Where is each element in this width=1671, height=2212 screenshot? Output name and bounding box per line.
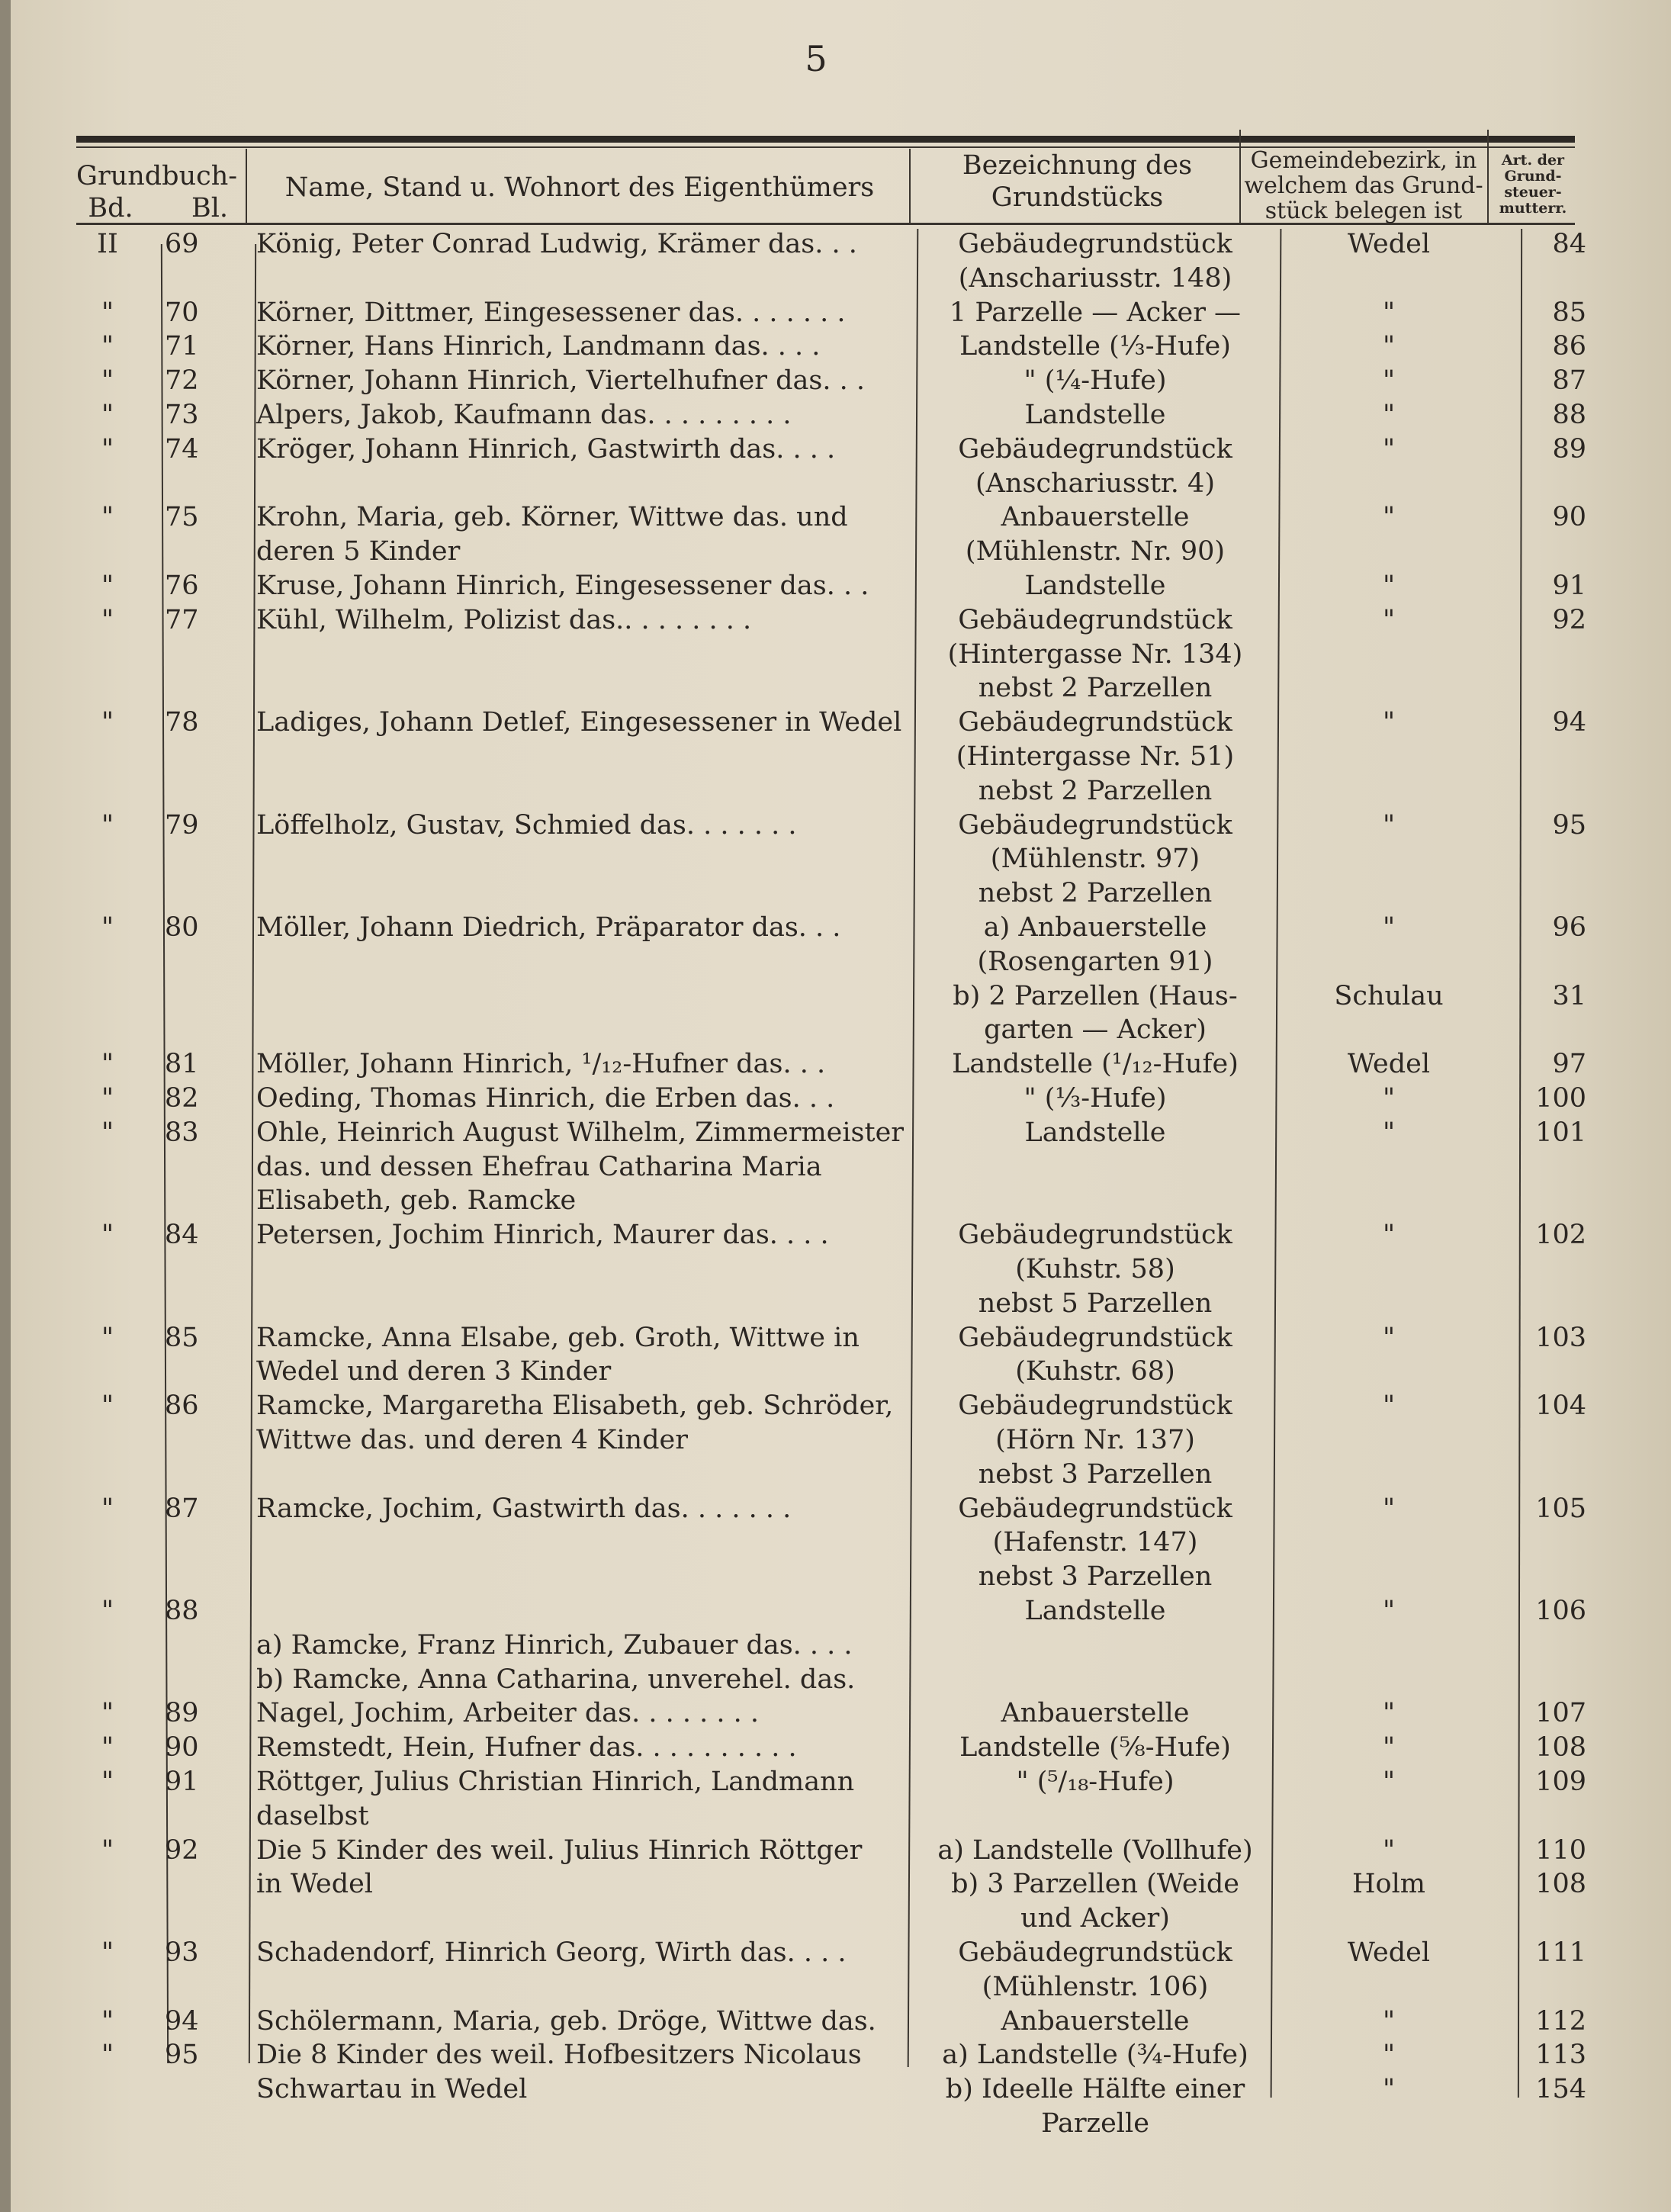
row-municipality: " bbox=[1382, 1083, 1396, 1114]
row-tax-article: 92 bbox=[1552, 604, 1586, 635]
row-blatt: 79 bbox=[165, 809, 199, 841]
row-municipality: " bbox=[1382, 912, 1396, 943]
row-parcel: Anbauerstelle bbox=[1001, 1698, 1190, 1729]
row-parcel: Landstelle bbox=[1024, 571, 1166, 601]
row-parcel: nebst 2 Parzellen bbox=[978, 775, 1213, 806]
row-municipality: Wedel bbox=[1347, 229, 1431, 259]
row-municipality: Wedel bbox=[1347, 1049, 1431, 1080]
row-owner: Nagel, Jochim, Arbeiter das. . . . . . . . bbox=[256, 1698, 760, 1729]
row-owner: Schölermann, Maria, geb. Dröge, Wittwe das. bbox=[256, 2005, 876, 2037]
row-blatt: 77 bbox=[165, 604, 199, 635]
row-municipality: " bbox=[1382, 502, 1396, 533]
row-parcel: Gebäudegrundstück bbox=[958, 1220, 1232, 1251]
row-parcel: Gebäudegrundstück bbox=[958, 1493, 1232, 1524]
row-parcel: " (¼-Hufe) bbox=[1023, 365, 1167, 397]
row-municipality: Holm bbox=[1352, 1869, 1425, 1900]
row-owner: Körner, Johann Hinrich, Viertelhufner das. . . bbox=[256, 365, 865, 397]
row-owner: Ramcke, Anna Elsabe, geb. Groth, Wittwe in bbox=[256, 1322, 860, 1353]
header-gem-line3: stück belegen ist bbox=[1264, 198, 1463, 224]
row-municipality: " bbox=[1382, 1391, 1396, 1422]
row-municipality: " bbox=[1382, 400, 1396, 430]
row-parcel: Landstelle (⅝-Hufe) bbox=[959, 1732, 1231, 1763]
row-band: " bbox=[101, 1767, 114, 1797]
row-parcel: a) Landstelle (Vollhufe) bbox=[937, 1834, 1253, 1866]
row-owner: Krohn, Maria, geb. Körner, Wittwe das. und bbox=[256, 502, 848, 533]
row-band: " bbox=[101, 1322, 114, 1353]
row-parcel: Landstelle bbox=[1024, 400, 1166, 430]
row-owner: Die 8 Kinder des weil. Hofbesitzers Nicolaus bbox=[256, 2040, 862, 2071]
row-band: " bbox=[101, 502, 114, 533]
row-parcel: Landstelle bbox=[1024, 1596, 1166, 1626]
row-municipality: " bbox=[1382, 365, 1396, 397]
row-tax-article: 95 bbox=[1552, 809, 1586, 841]
row-parcel: Parzelle bbox=[1041, 2108, 1149, 2139]
row-municipality: " bbox=[1382, 2040, 1396, 2071]
row-band: " bbox=[101, 1698, 114, 1729]
row-owner: Möller, Johann Hinrich, ¹/₁₂-Hufner das. . . bbox=[256, 1049, 826, 1080]
row-blatt: 89 bbox=[165, 1698, 199, 1729]
row-band: " bbox=[101, 1596, 114, 1626]
row-owner: Die 5 Kinder des weil. Julius Hinrich Röttger bbox=[256, 1834, 863, 1866]
row-owner: Kröger, Johann Hinrich, Gastwirth das. . . . bbox=[256, 433, 836, 465]
row-blatt: 91 bbox=[165, 1767, 199, 1797]
row-tax-article: 105 bbox=[1535, 1493, 1586, 1524]
row-band: " bbox=[101, 1834, 114, 1866]
row-municipality: " bbox=[1382, 1220, 1396, 1251]
row-parcel: nebst 2 Parzellen bbox=[978, 673, 1213, 704]
header-bd: Bd. bbox=[88, 193, 133, 223]
row-tax-article: 100 bbox=[1535, 1083, 1586, 1114]
row-band: " bbox=[101, 1391, 114, 1422]
row-parcel: Gebäudegrundstück bbox=[958, 1322, 1232, 1353]
row-tax-article: 87 bbox=[1552, 365, 1586, 397]
row-tax-article: 106 bbox=[1535, 1596, 1586, 1626]
row-band: " bbox=[101, 2005, 114, 2037]
row-tax-article: 94 bbox=[1552, 707, 1586, 738]
row-parcel: nebst 3 Parzellen bbox=[978, 1458, 1213, 1490]
header-art-line2: Grund- bbox=[1504, 168, 1562, 185]
row-tax-article: 103 bbox=[1535, 1322, 1586, 1353]
row-parcel: a) Anbauerstelle bbox=[983, 912, 1207, 943]
row-municipality: " bbox=[1382, 2005, 1396, 2037]
row-blatt: 95 bbox=[165, 2040, 199, 2071]
row-band: " bbox=[101, 331, 114, 362]
row-blatt: 88 bbox=[165, 1596, 199, 1626]
row-owner: Wedel und deren 3 Kinder bbox=[256, 1356, 612, 1387]
row-parcel: nebst 3 Parzellen bbox=[978, 1561, 1213, 1593]
row-parcel: (Rosengarten 91) bbox=[977, 946, 1213, 977]
row-owner: Elisabeth, geb. Ramcke bbox=[256, 1185, 577, 1217]
row-band: " bbox=[101, 433, 114, 465]
row-parcel: (Kuhstr. 68) bbox=[1015, 1356, 1175, 1387]
row-parcel: (Anschariusstr. 4) bbox=[975, 468, 1215, 499]
row-parcel: und Acker) bbox=[1020, 1903, 1170, 1934]
row-band: " bbox=[101, 1117, 114, 1148]
row-tax-article: 86 bbox=[1552, 331, 1586, 362]
row-municipality: " bbox=[1382, 1834, 1396, 1866]
row-tax-article: 113 bbox=[1535, 2040, 1586, 2071]
header-desc-line1: Bezeichnung des bbox=[962, 150, 1193, 181]
row-municipality: " bbox=[1382, 297, 1396, 328]
row-tax-article: 90 bbox=[1552, 502, 1586, 533]
row-tax-article: 97 bbox=[1552, 1049, 1586, 1080]
row-blatt: 90 bbox=[165, 1732, 199, 1763]
row-parcel: Landstelle (⅓-Hufe) bbox=[959, 331, 1231, 362]
row-municipality: " bbox=[1382, 1117, 1396, 1148]
row-owner: das. und dessen Ehefrau Catharina Maria bbox=[256, 1151, 822, 1182]
header-grundbuch: Grundbuch- bbox=[76, 161, 238, 191]
row-owner: b) Ramcke, Anna Catharina, unverehel. das. bbox=[256, 1664, 856, 1695]
row-parcel: (Mühlenstr. 106) bbox=[982, 1971, 1209, 2002]
row-tax-article: 96 bbox=[1552, 912, 1586, 943]
row-owner: Ladiges, Johann Detlef, Eingesessener in Wedel bbox=[256, 707, 902, 738]
row-parcel: (Mühlenstr. 97) bbox=[990, 844, 1200, 875]
row-municipality: " bbox=[1382, 331, 1396, 362]
row-blatt: 72 bbox=[165, 365, 199, 397]
row-parcel: " (⁵/₁₈-Hufe) bbox=[1016, 1767, 1175, 1797]
row-parcel: Anbauerstelle bbox=[1001, 2005, 1190, 2037]
row-band: " bbox=[101, 571, 114, 601]
row-parcel: Gebäudegrundstück bbox=[958, 1391, 1232, 1422]
row-tax-article: 104 bbox=[1535, 1391, 1586, 1422]
row-parcel: (Mühlenstr. Nr. 90) bbox=[965, 536, 1226, 567]
row-blatt: 85 bbox=[165, 1322, 199, 1353]
header-art-line3: steuer- bbox=[1504, 184, 1562, 201]
row-tax-article: 111 bbox=[1535, 1937, 1586, 1968]
row-parcel: Gebäudegrundstück bbox=[958, 433, 1232, 465]
row-tax-article: 101 bbox=[1535, 1117, 1586, 1148]
row-owner: Kruse, Johann Hinrich, Eingesessener das. . . bbox=[256, 571, 869, 601]
row-owner: Alpers, Jakob, Kaufmann das. . . . . . . . . bbox=[256, 400, 792, 430]
row-parcel: 1 Parzelle — Acker — bbox=[949, 297, 1242, 328]
row-band: " bbox=[101, 912, 114, 943]
row-tax-article: 107 bbox=[1535, 1698, 1586, 1729]
row-owner: Körner, Dittmer, Eingesessener das. . . . . . . bbox=[256, 297, 846, 328]
header-name: Name, Stand u. Wohnort des Eigenthümers bbox=[284, 172, 875, 203]
row-tax-article: 109 bbox=[1535, 1767, 1586, 1797]
row-parcel: (Kuhstr. 58) bbox=[1015, 1254, 1175, 1284]
row-tax-article: 108 bbox=[1535, 1869, 1586, 1900]
row-band: " bbox=[101, 365, 114, 397]
row-owner: Kühl, Wilhelm, Polizist das.. . . . . . . . bbox=[256, 604, 752, 635]
row-municipality: " bbox=[1382, 2074, 1396, 2105]
row-owner: daselbst bbox=[256, 1800, 369, 1831]
row-municipality: " bbox=[1382, 1732, 1396, 1763]
row-owner: Ohle, Heinrich August Wilhelm, Zimmermeister bbox=[256, 1117, 905, 1148]
row-tax-article: 102 bbox=[1535, 1220, 1586, 1251]
row-tax-article: 88 bbox=[1552, 400, 1586, 430]
row-blatt: 69 bbox=[165, 229, 199, 259]
row-band: " bbox=[101, 2040, 114, 2071]
row-parcel: nebst 2 Parzellen bbox=[978, 878, 1213, 909]
row-blatt: 82 bbox=[165, 1083, 199, 1114]
row-blatt: 74 bbox=[165, 433, 199, 465]
row-tax-article: 89 bbox=[1552, 433, 1586, 465]
row-band: " bbox=[101, 604, 114, 635]
row-tax-article: 112 bbox=[1535, 2005, 1586, 2037]
row-blatt: 86 bbox=[165, 1391, 199, 1422]
row-parcel: (Anschariusstr. 148) bbox=[958, 262, 1232, 294]
row-owner: Möller, Johann Diedrich, Präparator das. . . bbox=[256, 912, 841, 943]
row-parcel: Gebäudegrundstück bbox=[958, 229, 1232, 259]
row-band: " bbox=[101, 1220, 114, 1251]
row-blatt: 94 bbox=[165, 2005, 199, 2037]
page-number: 5 bbox=[805, 38, 827, 79]
row-band: II bbox=[97, 229, 118, 259]
row-owner: Schwartau in Wedel bbox=[256, 2074, 528, 2105]
row-owner: Petersen, Jochim Hinrich, Maurer das. . . . bbox=[256, 1220, 829, 1251]
row-municipality: " bbox=[1382, 809, 1396, 841]
row-municipality: Wedel bbox=[1347, 1937, 1431, 1968]
row-parcel: nebst 5 Parzellen bbox=[978, 1288, 1213, 1319]
row-municipality: " bbox=[1382, 1698, 1396, 1729]
row-owner: in Wedel bbox=[256, 1869, 374, 1900]
row-parcel: Gebäudegrundstück bbox=[958, 707, 1232, 738]
row-parcel: " (⅓-Hufe) bbox=[1023, 1083, 1167, 1114]
row-parcel: (Hörn Nr. 137) bbox=[995, 1425, 1195, 1455]
row-municipality: " bbox=[1382, 707, 1396, 738]
row-owner: Schadendorf, Hinrich Georg, Wirth das. . . . bbox=[256, 1937, 847, 1968]
row-owner: Körner, Hans Hinrich, Landmann das. . . . bbox=[256, 331, 821, 362]
row-band: " bbox=[101, 1493, 114, 1524]
row-parcel: garten — Acker) bbox=[984, 1014, 1207, 1046]
row-tax-article: 110 bbox=[1535, 1834, 1586, 1866]
row-blatt: 83 bbox=[165, 1117, 199, 1148]
row-municipality: " bbox=[1382, 1322, 1396, 1353]
row-owner: a) Ramcke, Franz Hinrich, Zubauer das. . . . bbox=[256, 1629, 853, 1661]
row-band: " bbox=[101, 1049, 114, 1080]
row-blatt: 71 bbox=[165, 331, 199, 362]
row-tax-article: 84 bbox=[1552, 229, 1586, 259]
row-band: " bbox=[101, 707, 114, 738]
row-municipality: " bbox=[1382, 571, 1396, 601]
row-parcel: b) 2 Parzellen (Haus- bbox=[953, 980, 1238, 1011]
row-owner: Remstedt, Hein, Hufner das. . . . . . . . . . bbox=[256, 1732, 797, 1763]
row-municipality: " bbox=[1382, 1767, 1396, 1797]
row-blatt: 84 bbox=[165, 1220, 199, 1251]
row-blatt: 78 bbox=[165, 707, 199, 738]
row-band: " bbox=[101, 1732, 114, 1763]
row-tax-article: 154 bbox=[1535, 2074, 1586, 2105]
row-blatt: 73 bbox=[165, 400, 199, 430]
row-municipality: Schulau bbox=[1334, 980, 1444, 1011]
row-municipality: " bbox=[1382, 1493, 1396, 1524]
row-band: " bbox=[101, 1937, 114, 1968]
row-blatt: 76 bbox=[165, 571, 199, 601]
header-gem-line2: welchem das Grund- bbox=[1244, 172, 1483, 199]
row-tax-article: 91 bbox=[1552, 571, 1586, 601]
row-owner: Ramcke, Jochim, Gastwirth das. . . . . . . bbox=[256, 1493, 792, 1524]
row-blatt: 87 bbox=[165, 1493, 199, 1524]
row-parcel: Gebäudegrundstück bbox=[958, 809, 1232, 841]
row-blatt: 81 bbox=[165, 1049, 199, 1080]
row-blatt: 92 bbox=[165, 1834, 199, 1866]
row-band: " bbox=[101, 400, 114, 430]
row-blatt: 70 bbox=[165, 297, 199, 328]
header-desc-line2: Grundstücks bbox=[991, 182, 1164, 213]
row-parcel: (Hafenstr. 147) bbox=[992, 1527, 1198, 1558]
row-blatt: 93 bbox=[165, 1937, 199, 1968]
row-tax-article: 85 bbox=[1552, 297, 1586, 328]
row-parcel: Anbauerstelle bbox=[1001, 502, 1190, 533]
row-owner: Oeding, Thomas Hinrich, die Erben das. . . bbox=[256, 1083, 835, 1114]
row-blatt: 75 bbox=[165, 502, 199, 533]
row-parcel: Gebäudegrundstück bbox=[958, 1937, 1232, 1968]
row-tax-article: 108 bbox=[1535, 1732, 1586, 1763]
row-parcel: Landstelle bbox=[1024, 1117, 1166, 1148]
row-owner: Ramcke, Margaretha Elisabeth, geb. Schröder, bbox=[256, 1391, 894, 1422]
row-band: " bbox=[101, 809, 114, 841]
header-art-line4: mutterr. bbox=[1499, 200, 1567, 217]
row-blatt: 80 bbox=[165, 912, 199, 943]
row-municipality: " bbox=[1382, 604, 1396, 635]
header-gem-line1: Gemeindebezirk, in bbox=[1250, 147, 1477, 174]
row-owner: Löffelholz, Gustav, Schmied das. . . . . . . bbox=[256, 809, 797, 841]
row-owner: Wittwe das. und deren 4 Kinder bbox=[256, 1425, 688, 1455]
row-tax-article: 31 bbox=[1552, 980, 1586, 1011]
header-art-line1: Art. der bbox=[1501, 152, 1565, 169]
row-band: " bbox=[101, 297, 114, 328]
header-bl: Bl. bbox=[191, 193, 229, 223]
row-municipality: " bbox=[1382, 433, 1396, 465]
row-parcel: (Hintergasse Nr. 134) bbox=[947, 638, 1243, 670]
row-municipality: " bbox=[1382, 1596, 1396, 1626]
row-band: " bbox=[101, 1083, 114, 1114]
row-parcel: a) Landstelle (¾-Hufe) bbox=[942, 2040, 1248, 2071]
row-parcel: (Hintergasse Nr. 51) bbox=[956, 741, 1235, 772]
row-owner: König, Peter Conrad Ludwig, Krämer das. . . bbox=[256, 229, 857, 259]
row-parcel: b) 3 Parzellen (Weide bbox=[951, 1869, 1239, 1900]
row-parcel: Gebäudegrundstück bbox=[958, 604, 1232, 635]
row-parcel: b) Ideelle Hälfte einer bbox=[945, 2074, 1245, 2105]
row-owner: Röttger, Julius Christian Hinrich, Landmann bbox=[256, 1767, 855, 1797]
row-owner: deren 5 Kinder bbox=[256, 536, 461, 567]
row-parcel: Landstelle (¹/₁₂-Hufe) bbox=[952, 1049, 1239, 1080]
